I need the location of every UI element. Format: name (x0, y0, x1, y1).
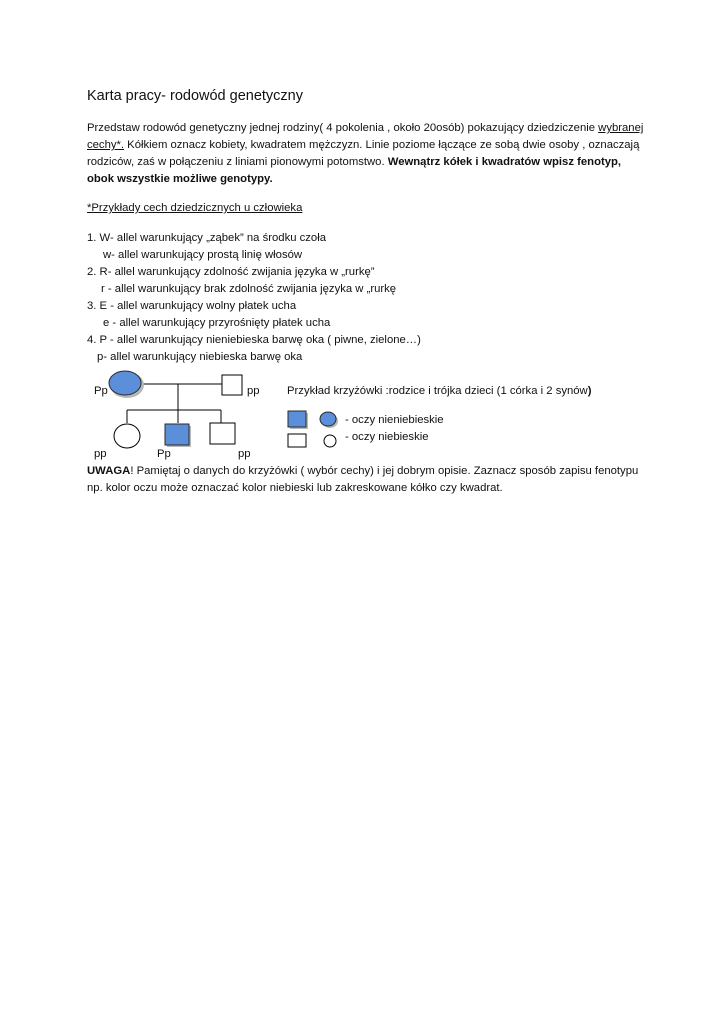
son-blue-square (165, 424, 189, 445)
child3-genotype: pp (238, 448, 251, 460)
legend-white-circle (324, 435, 336, 447)
father-genotype: pp (247, 385, 260, 397)
mother-circle (109, 371, 141, 395)
intro-text-2: Kółkiem oznacz kobiety, kwadratem mężczyzn. Linie poziome łączące ze sobą dwie osoby , oznaczają (124, 139, 640, 151)
legend-white-label: - oczy niebieskie (345, 431, 429, 443)
mother-genotype: Pp (94, 385, 108, 397)
examples-heading: *Przykłady cech dziedzicznych u człowieka (87, 202, 303, 214)
son-white-square (210, 423, 235, 444)
trait-line: 2. R- allel warunkujący zdolność zwijania języka w „rurkę” (87, 266, 375, 278)
warning-line-1 (87, 464, 638, 478)
child2-genotype: Pp (157, 448, 171, 460)
trait-line: e - allel warunkujący przyrośnięty płatek ucha (103, 317, 331, 329)
intro-underline: wybranej (598, 122, 644, 134)
example-caption-paren: ) (587, 385, 592, 397)
warning-label: UWAGA (87, 465, 131, 477)
intro-bold-3: Wewnątrz kółek i kwadratów wpisz fenotyp, (387, 156, 622, 168)
legend-blue-square (288, 411, 306, 427)
intro-text: Przedstaw rodowód genetyczny jednej rodziny( 4 pokolenia , około 20osób) pokazujący dziedziczenie (87, 122, 599, 134)
page-title: Karta pracy- rodowód genetyczny (87, 88, 303, 104)
trait-line: r - allel warunkujący brak zdolność zwijania języka w „rurkę (101, 283, 397, 295)
trait-line: 4. P - allel warunkujący nieniebieska barwę oka ( piwne, zielone…) (87, 334, 421, 346)
daughter-circle (114, 424, 140, 448)
warning-text: ! Pamiętaj o danych do krzyżówki ( wybór cechy) i jej dobrym opisie. Zaznacz sposób zapisu fenotypu (130, 465, 639, 477)
legend-blue-label: - oczy nieniebieskie (345, 414, 444, 426)
example-caption-text: Przykład krzyżówki :rodzice i trójka dzieci (1 córka i 2 synów (287, 385, 588, 397)
legend-white-square (288, 434, 306, 447)
intro-underline-2: cechy*. (87, 139, 125, 151)
intro-line-4: obok wszystkie możliwe genotypy. (87, 173, 273, 185)
legend-blue-circle (320, 412, 336, 426)
trait-line: p- allel warunkujący niebieska barwę oka (97, 351, 303, 363)
trait-line: 3. E - allel warunkujący wolny płatek ucha (87, 300, 297, 312)
trait-line: w- allel warunkujący prostą linię włosów (103, 249, 303, 261)
warning-line-2: np. kolor oczu może oznaczać kolor niebieski lub zakreskowane kółko czy kwadrat. (87, 482, 503, 494)
intro-text-3: rodziców, zaś w połączeniu z liniami pionowymi potomstwo. (87, 156, 388, 168)
child1-genotype: pp (94, 448, 107, 460)
trait-line: 1. W- allel warunkujący „ząbek” na środku czoła (87, 232, 327, 244)
father-square (222, 375, 242, 395)
example-caption (287, 384, 591, 398)
